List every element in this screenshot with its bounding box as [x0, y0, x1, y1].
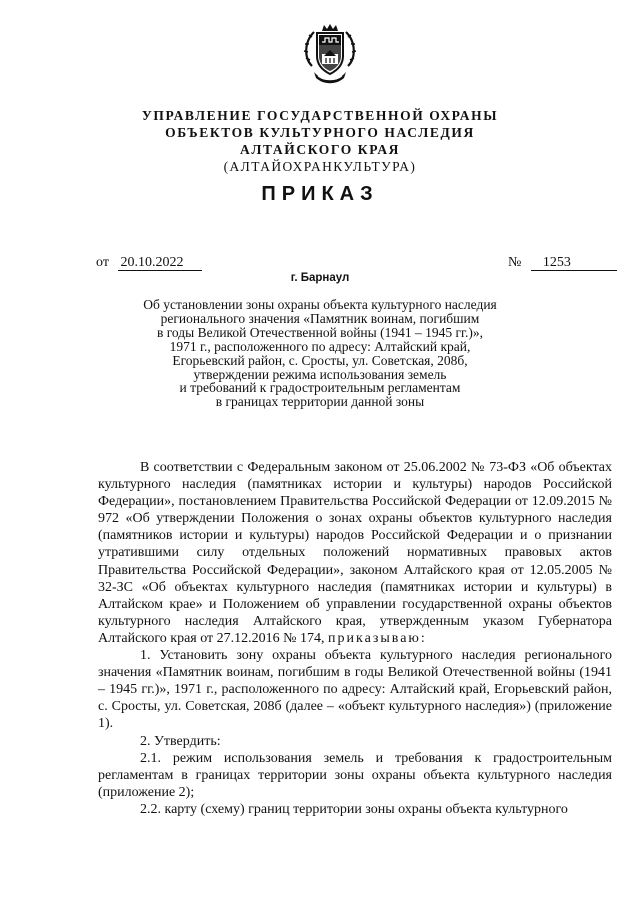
document-date — [96, 255, 202, 271]
subject-line: утверждении режима использования земель — [193, 366, 447, 382]
document-number — [508, 255, 617, 271]
order-word: приказываю: — [328, 630, 427, 646]
date-label: от — [96, 255, 109, 270]
item-2-1: 2.1. режим использования земель и требования к градостроительным регламентам в границах территории зоны охраны объекта культурного наследия (приложение 2); — [98, 750, 612, 800]
item-1: 1. Установить зону охраны объекта культурного наследия регионального значения «Памятник воинам, погибшим в годы Великой Отечественной войны (1941 – 1945 гг.)», 1971 г., расположенного по адресу: Алтайский край, Егорьевский район, с. Сросты, ул. Советская, 208б (далее – «объект культурного наследия») (приложение 1). — [98, 648, 612, 732]
subject-line: и требований к градостроительным регламентам — [179, 380, 461, 396]
preamble-text: В соответствии с Федеральным законом от 25.06.2002 № 73-ФЗ «Об объектах культурного наследия (памятниках истории и культуры) народов Российской Федерации», постановлением Правительства Российской Федерации от 12.09.2015 № 972 «Об утверждении Положения о зонах охраны объектов культурного наследия (памятников истории и культуры) народов Российской Федерации и о признании утратившими силу отдельных положений нормативных правовых актов Правительства Российской Федерации», законом Алтайского края от 12.05.2005 № 32-ЗС «Об объектах культурного наследия (памятниках истории и культуры) в Алтайском крае» и Положением об управлении государственной охраны объектов культурного наследия Алтайского края, утвержденным указом Губернатора Алтайского края от 27.12.2016 № 174, — [98, 460, 612, 646]
subject-line: 1971 г., расположенного по адресу: Алтайский край, — [169, 338, 471, 354]
org-short-name: (АЛТАЙОХРАНКУЛЬТУРА) — [223, 159, 417, 174]
subject-line: регионального значения «Памятник воинам, погибшим — [160, 310, 480, 326]
item-2-2: 2.2. карту (схему) границ территории зоны охраны объекта культурного — [140, 801, 568, 817]
document-subject — [96, 298, 544, 409]
number-label: № — [508, 255, 522, 270]
document-type: ПРИКАЗ — [261, 183, 379, 205]
date-value: 20.10.2022 — [118, 256, 202, 271]
item-2: 2. Утвердить: — [140, 733, 221, 749]
org-name-line-1: УПРАВЛЕНИЕ ГОСУДАРСТВЕННОЙ ОХРАНЫ — [141, 108, 499, 123]
subject-line: Егорьевский район, с. Сросты, ул. Советская, 208б, — [172, 352, 468, 368]
coat-of-arms-icon — [300, 22, 360, 88]
org-name-line-3: АЛТАЙСКОГО КРАЯ — [239, 142, 401, 157]
subject-line: в границах территории данной зоны — [215, 394, 425, 410]
subject-line: в годы Великой Отечественной войны (1941 – 1945 гг.)», — [156, 324, 484, 340]
document-body — [98, 459, 612, 818]
number-value: 1253 — [531, 256, 617, 271]
subject-line: Об установлении зоны охраны объекта культурного наследия — [143, 297, 497, 312]
org-name-line-2: ОБЪЕКТОВ КУЛЬТУРНОГО НАСЛЕДИЯ — [165, 125, 475, 140]
city: г. Барнаул — [290, 272, 350, 284]
preamble-paragraph — [98, 459, 612, 647]
